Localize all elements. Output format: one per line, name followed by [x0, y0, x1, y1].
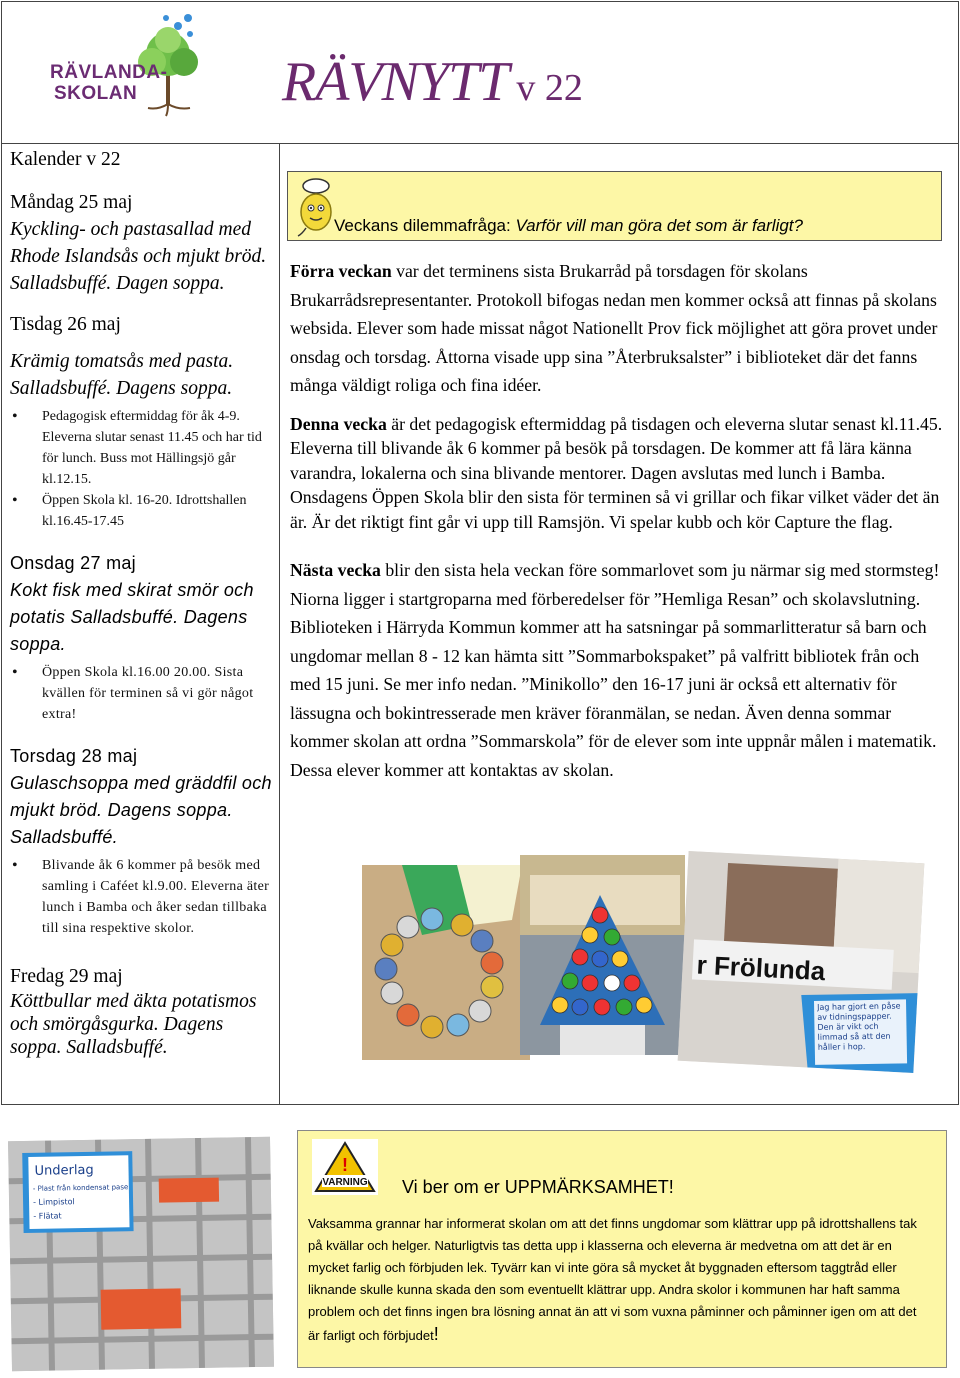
warning-body: [308, 1213, 930, 1347]
column-divider: [279, 143, 280, 1105]
warning-sign-label: VARNING: [322, 1177, 368, 1188]
day-tuesday: [10, 311, 272, 532]
title-text: RÄVNYTT: [282, 51, 509, 113]
day-name: Torsdag 28 maj: [10, 746, 138, 766]
day-menu: Köttbullar med äkta potatismos och smörgåsgurka. Dagens soppa. Salladsbuffé.: [10, 991, 257, 1058]
news-lead: Nästa vecka: [290, 560, 381, 581]
news-last-week: [290, 257, 950, 400]
warning-title: Vi ber om er UPPMÄRKSAMHET!: [402, 1177, 674, 1197]
dilemma-label: Veckans dilemmafråga:: [334, 216, 511, 235]
lightbulb-face-icon: [292, 176, 340, 238]
school-logo: [40, 4, 250, 122]
dilemma-box: [287, 171, 942, 241]
day-thursday: [10, 743, 272, 939]
newsletter-title: [282, 50, 583, 114]
day-wednesday: [10, 550, 272, 725]
day-notes: [10, 855, 272, 939]
day-notes: [10, 662, 272, 725]
day-menu: Kyckling- och pastasallad med Rhode Islandsås och mjukt bröd. Salladsbuffé. Dagen soppa.: [10, 219, 267, 294]
day-friday: [10, 963, 272, 1059]
note-underlag-item: - Plast från kondensat pase: [32, 1183, 129, 1193]
svg-text:!: !: [342, 1155, 348, 1175]
news-lead: Förra veckan: [290, 261, 392, 281]
note-item: • Öppen Skola kl. 16-20. Idrottshallen kl.16.45-17.45: [10, 490, 272, 532]
day-notes: [10, 406, 272, 532]
dilemma-question-text: Varför vill man göra det som är farligt?: [515, 216, 803, 235]
news-lead: Denna vecka: [290, 413, 387, 434]
photo-newspaper-bag: [678, 851, 925, 1073]
logo-line2: SKOLAN: [54, 83, 138, 104]
week-label: v 22: [516, 67, 583, 109]
day-menu: Krämig tomatsås med pasta. Salladsbuffé. Dagens soppa.: [10, 351, 234, 399]
warning-exclamation: !: [433, 1324, 439, 1344]
day-name: Måndag 25 maj: [10, 192, 133, 213]
logo-line1: RÄVLANDA-: [50, 62, 168, 83]
photo-plastic-mat: [8, 1137, 274, 1372]
note-item: • Blivande åk 6 kommer på besök med samling i Caféet kl.9.00. Eleverna äter lunch i Bamba och åker sedan tillbaka till sina respektive skolor.: [10, 855, 272, 939]
day-monday: [10, 189, 272, 297]
calendar-column: [10, 146, 272, 1059]
warning-box: [297, 1130, 947, 1368]
day-menu: Kokt fisk med skirat smör och potatis Salladsbuffé. Dagens soppa.: [10, 580, 254, 654]
logo-wordmark: [50, 62, 167, 104]
news-column: [290, 257, 950, 784]
news-this-week: [290, 412, 950, 535]
note-item: • Öppen Skola kl.16.00 20.00. Sista kvällen för terminen så vi gör något extra!: [10, 662, 272, 725]
news-text: blir den sista hela veckan före sommarlovet som ju närmar sig med stormsteg! Niorna ligger i startgroparna med förberedelser för ”Hemliga Resan” och skolavslutning. Biblioteken i Härryda Kommun kommer att ha satsningar på sommarlitteratur så barn och ungdomar mellan 8 - 12 kan hämta sitt ”Sommarbokspaket” på valfritt bibliotek från och med 15 juni. Se mer info nedan. ”Minikollo” den 16-17 juni är också ett alternativ för lässugna och bokintresserade men kräver föranmälan, se nedan. Även denna sommar kommer skolan att ordna ”Sommarskola” för de elever som inte uppnår målen i matematik. Dessa elever kommer att kontaktas av skolan.: [290, 560, 940, 780]
newspaper-headline: r Frölunda: [695, 949, 826, 987]
blue-note-text: Jag har gjort en påse av tidningspapper. Den är vikt och limmad så att den håller i hop.: [817, 1001, 901, 1052]
calendar-title: Kalender v 22: [10, 149, 121, 170]
warning-sign-icon: [312, 1139, 378, 1195]
news-text: är det pedagogisk eftermiddag på tisdagen och eleverna slutar senast kl.11.45. Eleverna till blivande åk 6 kommer på besök på torsdagen. De kommer att få lära känna varandra, lokalerna och sina blivande mentorer. Dagen avslutas med lunch i Bamba. Onsdagens Öppen Skola blir den sista för terminen så vi grillar och fikar vilket väder det än är. Är det riktigt fint går vi upp till Ramsjön. Vi spelar kubb och kör Capture the flag.: [290, 413, 943, 532]
photo-bottlecap-tree: [520, 855, 685, 1055]
note-item: • Pedagogisk eftermiddag för åk 4-9. Eleverna slutar senast 11.45 och har tid för lunch. Buss mot Hällingsjö går kl.12.15.: [10, 406, 272, 490]
note-underlag-item: - Limpistol: [33, 1197, 75, 1207]
day-name: Onsdag 27 maj: [10, 553, 136, 573]
day-name: Fredag 29 maj: [10, 966, 123, 987]
note-underlag-title: Underlag: [34, 1162, 94, 1179]
news-text: var det terminens sista Brukarråd på torsdagen för skolans Brukarrådsrepresentanter. Protokoll bifogas nedan men kommer också att finnas på skolans websida. Elever som hade missat något Nationellt Prov fick möjlighet att göra provet under onsdag och torsdag. Åttorna visade upp sina ”Återbruksalster” i biblioteket där det fanns många väldigt roliga och fina idéer.: [290, 261, 938, 395]
warning-text: Vaksamma grannar har informerat skolan om att det finns ungdomar som klättrar upp på idrottshallens tak på kvällar och helger. Naturligtvis tas detta upp i klasserna och eleverna är medvetna om att det är en mycket farlig och förbjuden lek. Tyvärr kan vi inte göra så mycket åt byggnaden eftersom taggtråd eller liknande skulle kunna skada den som eventuellt klättrar upp. Andra skolor i kommunen har haft samma problem och det finns ingen bra lösning annat än att vi som vuxna påminner och påminner igen om att det är farligt och förbjudet: [308, 1216, 917, 1343]
dilemma-question: [334, 216, 803, 236]
photo-bottlecap-necklace: [362, 865, 530, 1060]
header-divider: [1, 143, 959, 144]
news-next-week: [290, 556, 950, 784]
day-name: Tisdag 26 maj: [10, 314, 121, 335]
note-underlag-item: - Flätat: [33, 1211, 62, 1221]
day-menu: Gulaschsoppa med gräddfil och mjukt bröd. Dagens soppa. Salladsbuffé.: [10, 773, 272, 847]
